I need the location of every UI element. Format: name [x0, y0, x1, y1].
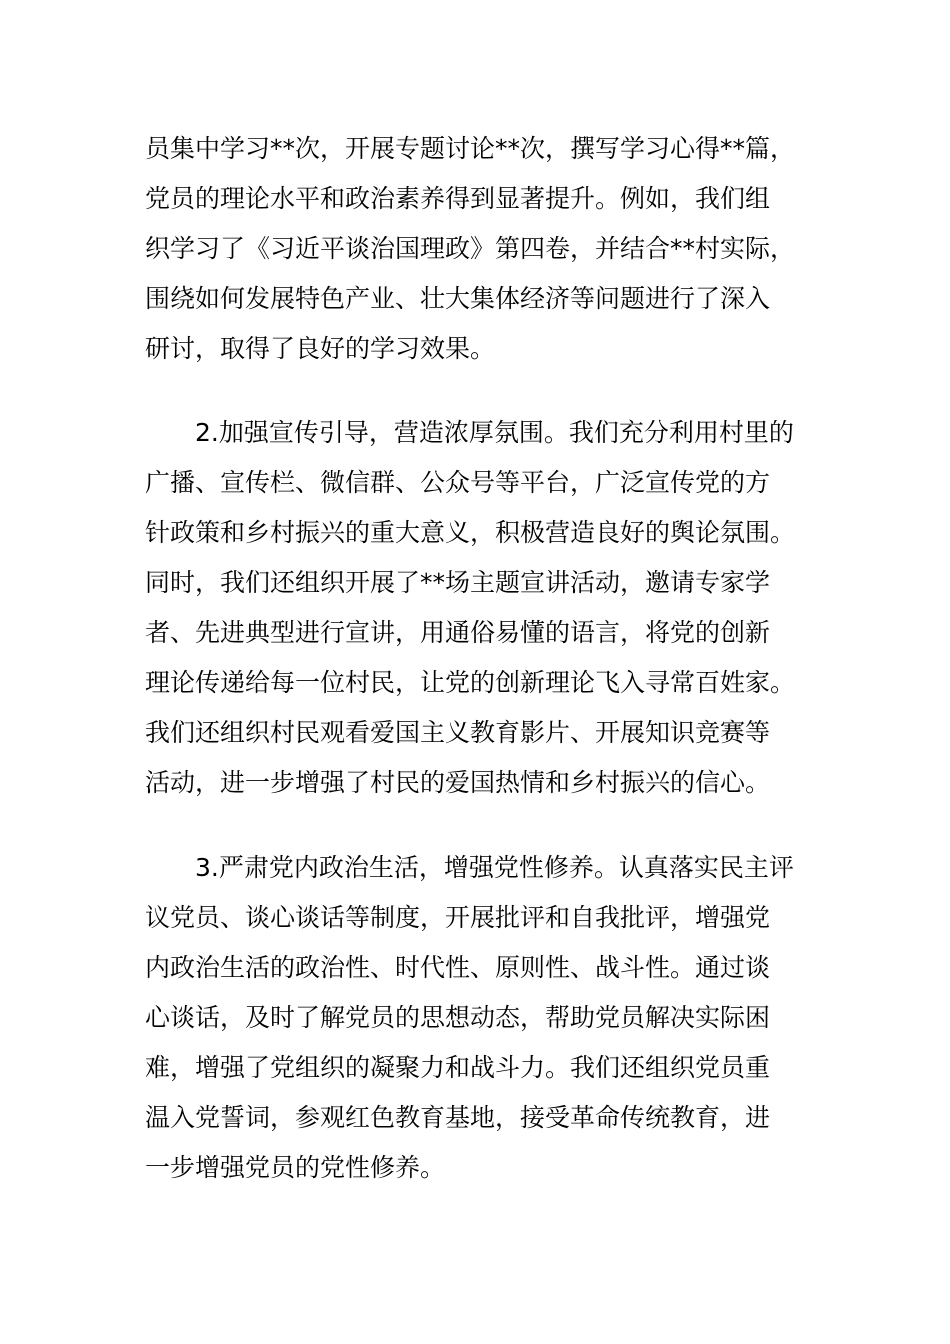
paragraph-3-line-5: 难，增强了党组织的凝聚力和战斗力。我们还组织党员重 — [145, 1053, 771, 1082]
paragraph-3-line-7: 一步增强党员的党性修养。 — [145, 1153, 446, 1182]
paragraph-2-line-3: 针政策和乡村振兴的重大意义，积极营造良好的舆论氛围。 — [145, 518, 796, 547]
paragraph-2-line-4: 同时，我们还组织开展了**场主题宣讲活动，邀请专家学 — [145, 568, 771, 597]
paragraph-1-line-1: 员集中学习**次，开展专题讨论**次，撰写学习心得**篇， — [145, 134, 796, 163]
paragraph-1-line-2: 党员的理论水平和政治素养得到显著提升。例如，我们组 — [145, 184, 771, 213]
paragraph-3-line-2: 议党员、谈心谈话等制度，开展批评和自我批评，增强党 — [145, 903, 771, 932]
paragraph-2-line-2: 广播、宣传栏、微信群、公众号等平台，广泛宣传党的方 — [145, 468, 771, 497]
paragraph-2-line-7: 我们还组织村民观看爱国主义教育影片、开展知识竞赛等 — [145, 718, 771, 747]
paragraph-1-line-4: 围绕如何发展特色产业、壮大集体经济等问题进行了深入 — [145, 284, 771, 313]
paragraph-2-line-1: 2.加强宣传引导，营造浓厚氛围。我们充分利用村里的 — [195, 418, 794, 447]
paragraph-1-line-5: 研讨，取得了良好的学习效果。 — [145, 334, 496, 363]
paragraph-2-line-6: 理论传递给每一位村民，让党的创新理论飞入寻常百姓家。 — [145, 668, 796, 697]
paragraph-3-line-4: 心谈话，及时了解党员的思想动态，帮助党员解决实际困 — [145, 1003, 771, 1032]
paragraph-2-line-5: 者、先进典型进行宣讲，用通俗易懂的语言，将党的创新 — [145, 618, 771, 647]
paragraph-3-line-1: 3.严肃党内政治生活，增强党性修养。认真落实民主评 — [195, 853, 794, 882]
paragraph-3-line-6: 温入党誓词，参观红色教育基地，接受革命传统教育，进 — [145, 1103, 771, 1132]
paragraph-2-line-8: 活动，进一步增强了村民的爱国热情和乡村振兴的信心。 — [145, 768, 771, 797]
paragraph-3-line-3: 内政治生活的政治性、时代性、原则性、战斗性。通过谈 — [145, 953, 771, 982]
paragraph-1-line-3: 织学习了《习近平谈治国理政》第四卷，并结合**村实际， — [145, 234, 796, 263]
